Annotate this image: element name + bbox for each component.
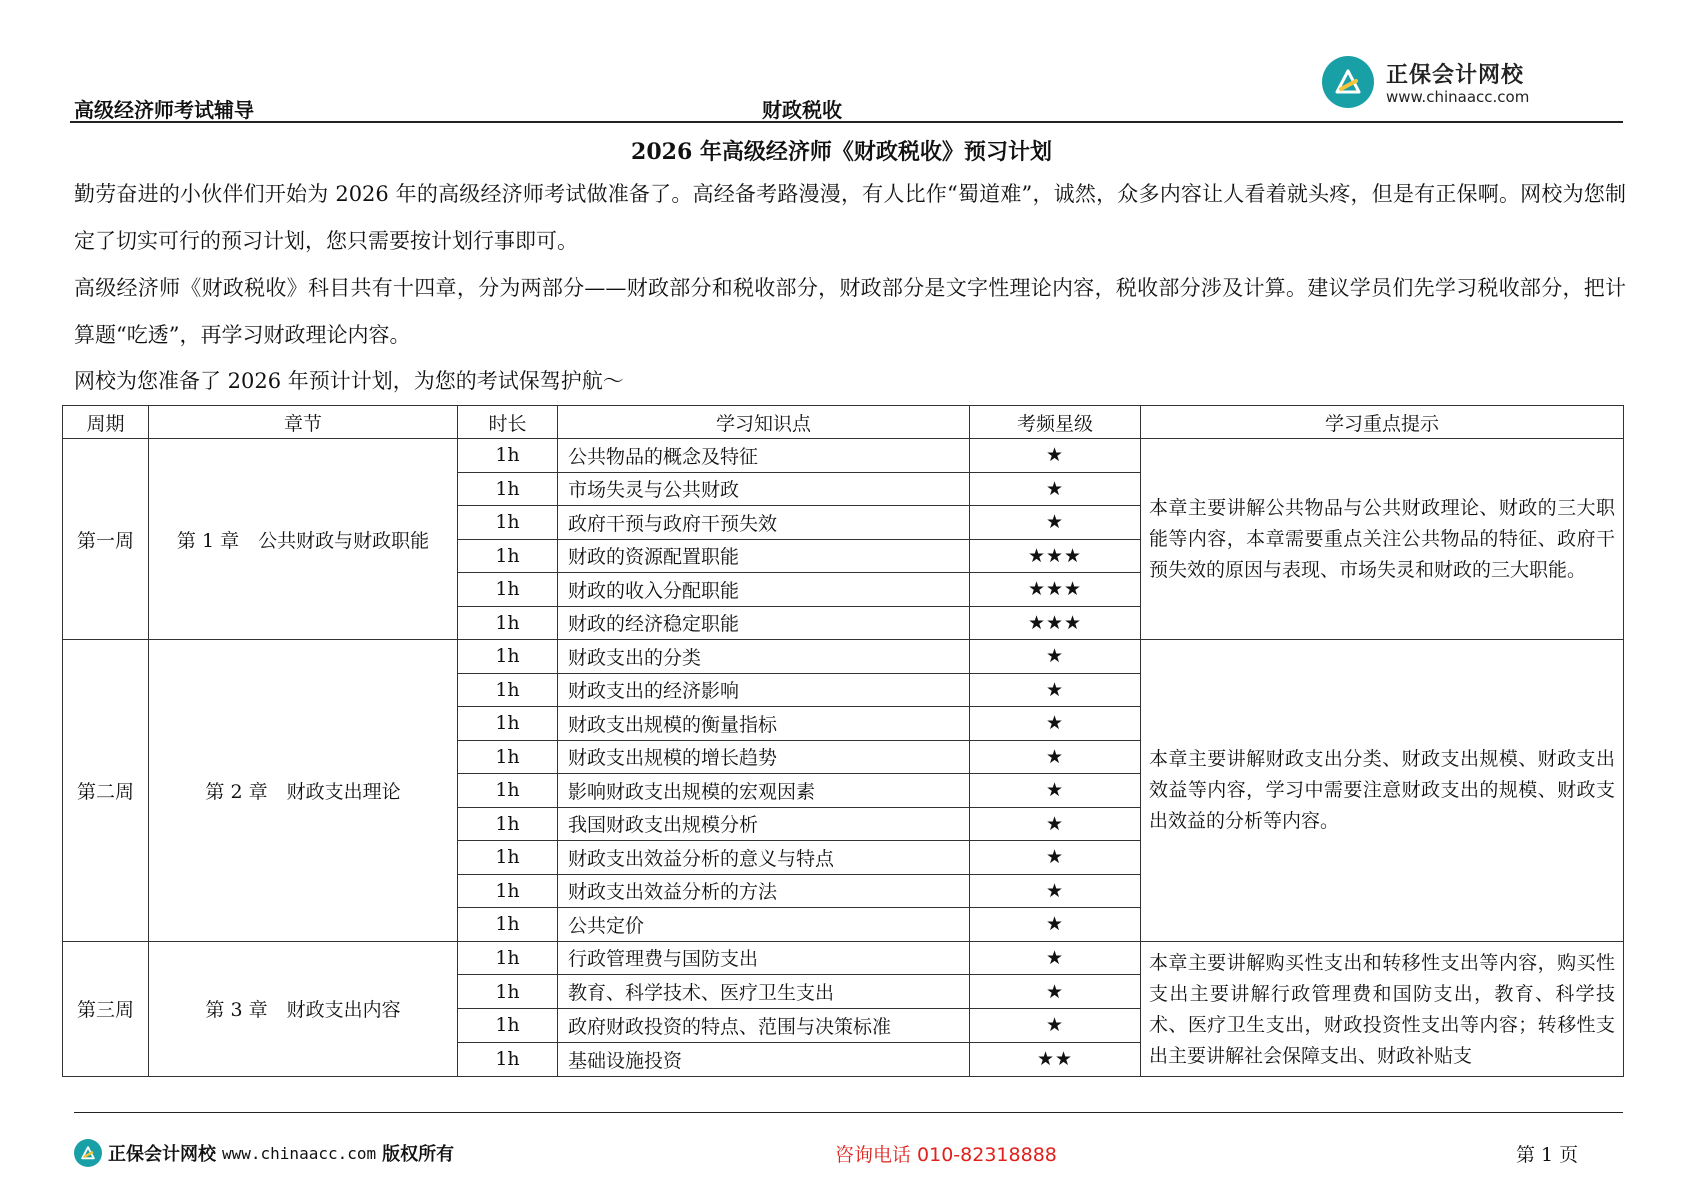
table-row	[63, 439, 1624, 473]
duration-cell: 1h	[458, 941, 558, 975]
duration-cell: 1h	[458, 606, 558, 640]
star-rating: ★	[970, 439, 1141, 473]
footer-divider	[74, 1112, 1623, 1113]
star-rating: ★	[970, 975, 1141, 1009]
page-number: 第 1 页	[1516, 1144, 1579, 1166]
chapter-cell: 第 2 章 财政支出理论	[149, 640, 458, 942]
topic-cell: 我国财政支出规模分析	[558, 807, 970, 841]
topic-cell: 财政支出规模的增长趋势	[558, 740, 970, 774]
duration-cell: 1h	[458, 539, 558, 573]
footer-brand[interactable]	[74, 1138, 454, 1168]
duration-cell: 1h	[458, 673, 558, 707]
logo-url: www.chinaacc.com	[1386, 88, 1530, 106]
topic-cell: 财政支出效益分析的意义与特点	[558, 841, 970, 875]
footer-url[interactable]: www.chinaacc.com	[222, 1143, 377, 1163]
duration-cell: 1h	[458, 640, 558, 674]
topic-cell: 财政支出的经济影响	[558, 673, 970, 707]
document-title: 2026 年高级经济师《财政税收》预习计划	[631, 139, 1052, 165]
notes-cell	[1141, 941, 1624, 1076]
pencil-book-logo-icon	[74, 1139, 102, 1167]
duration-cell: 1h	[458, 439, 558, 473]
footer-copyright: 版权所有	[382, 1144, 455, 1165]
star-rating: ★	[970, 807, 1141, 841]
header-subject: 财政税收	[762, 98, 842, 122]
duration-cell: 1h	[458, 506, 558, 540]
notes-text: 本章主要讲解购买性支出和转移性支出等内容，购买性支出主要讲解行政管理费和国防支出，教育、科学技术、医疗卫生支出，财政投资性支出等内容；转移性支出主要讲解社会保障支出、财政补贴支	[1149, 951, 1615, 1067]
duration-cell: 1h	[458, 841, 558, 875]
topic-cell: 财政的收入分配职能	[558, 573, 970, 607]
star-rating: ★	[970, 1009, 1141, 1043]
topic-cell: 财政的经济稳定职能	[558, 606, 970, 640]
duration-cell: 1h	[458, 908, 558, 942]
table-row	[63, 640, 1624, 674]
table-header-row	[63, 406, 1624, 439]
duration-cell: 1h	[458, 472, 558, 506]
star-rating: ★	[970, 707, 1141, 741]
star-rating: ★	[970, 506, 1141, 540]
header-duration: 时长	[458, 406, 558, 439]
star-rating: ★★★	[970, 606, 1141, 640]
week-cell: 第三周	[63, 941, 149, 1076]
star-rating: ★	[970, 472, 1141, 506]
subject-paragraph: 高级经济师《财政税收》科目共有十四章，分为两部分——财政部分和税收部分，财政部分是文字性理论内容，税收部分涉及计算。建议学员们先学习税收部分，把计算题“吃透”，再学习财政理论内容。	[74, 276, 1626, 347]
footer-phone: 咨询电话 010-82318888	[835, 1144, 1057, 1166]
star-rating: ★	[970, 841, 1141, 875]
duration-cell: 1h	[458, 975, 558, 1009]
topic-cell: 财政支出规模的衡量指标	[558, 707, 970, 741]
duration-cell: 1h	[458, 1009, 558, 1043]
study-plan-table	[62, 405, 1624, 1077]
star-rating: ★	[970, 774, 1141, 808]
duration-cell: 1h	[458, 740, 558, 774]
topic-cell: 政府干预与政府干预失效	[558, 506, 970, 540]
duration-cell: 1h	[458, 874, 558, 908]
logo-name: 正保会计网校	[1386, 63, 1525, 88]
topic-cell: 基础设施投资	[558, 1042, 970, 1076]
star-rating: ★★★	[970, 539, 1141, 573]
header-notes: 学习重点提示	[1141, 406, 1624, 439]
star-rating: ★	[970, 740, 1141, 774]
topic-cell: 财政支出的分类	[558, 640, 970, 674]
pencil-book-logo-icon	[1322, 56, 1374, 108]
duration-cell: 1h	[458, 707, 558, 741]
week-cell: 第二周	[63, 640, 149, 942]
brand-logo[interactable]	[1322, 56, 1572, 112]
week-cell: 第一周	[63, 439, 149, 640]
header-week: 周期	[63, 406, 149, 439]
notes-cell: 本章主要讲解财政支出分类、财政支出规模、财政支出效益等内容，学习中需要注意财政支出的规模、财政支出效益的分析等内容。	[1141, 640, 1624, 942]
table-row	[63, 941, 1624, 975]
topic-cell: 市场失灵与公共财政	[558, 472, 970, 506]
star-rating: ★	[970, 908, 1141, 942]
footer-brand-name: 正保会计网校	[108, 1144, 216, 1165]
header-stars: 考频星级	[970, 406, 1141, 439]
chapter-cell: 第 1 章 公共财政与财政职能	[149, 439, 458, 640]
duration-cell: 1h	[458, 774, 558, 808]
star-rating: ★	[970, 673, 1141, 707]
plan-paragraph: 网校为您准备了 2026 年预计计划，为您的考试保驾护航～	[74, 369, 624, 393]
star-rating: ★★	[970, 1042, 1141, 1076]
header-divider	[70, 121, 1623, 123]
topic-cell: 财政的资源配置职能	[558, 539, 970, 573]
topic-cell: 财政支出效益分析的方法	[558, 874, 970, 908]
topic-cell: 行政管理费与国防支出	[558, 941, 970, 975]
star-rating: ★	[970, 874, 1141, 908]
topic-cell: 教育、科学技术、医疗卫生支出	[558, 975, 970, 1009]
duration-cell: 1h	[458, 1042, 558, 1076]
topic-cell: 影响财政支出规模的宏观因素	[558, 774, 970, 808]
topic-cell: 公共定价	[558, 908, 970, 942]
header-left-title: 高级经济师考试辅导	[74, 98, 254, 122]
topic-cell: 公共物品的概念及特征	[558, 439, 970, 473]
chapter-cell: 第 3 章 财政支出内容	[149, 941, 458, 1076]
topic-cell: 政府财政投资的特点、范围与决策标准	[558, 1009, 970, 1043]
header-chapter: 章节	[149, 406, 458, 439]
intro-paragraph: 勤劳奋进的小伙伴们开始为 2026 年的高级经济师考试做准备了。高经备考路漫漫，有人比作“蜀道难”，诚然，众多内容让人看着就头疼，但是有正保啊。网校为您制定了切实可行的预习计划，您只需要按计划行事即可。	[74, 182, 1626, 253]
header-topic: 学习知识点	[558, 406, 970, 439]
star-rating: ★★★	[970, 573, 1141, 607]
star-rating: ★	[970, 640, 1141, 674]
duration-cell: 1h	[458, 807, 558, 841]
star-rating: ★	[970, 941, 1141, 975]
duration-cell: 1h	[458, 573, 558, 607]
notes-cell: 本章主要讲解公共物品与公共财政理论、财政的三大职能等内容，本章需要重点关注公共物品的特征、政府干预失效的原因与表现、市场失灵和财政的三大职能。	[1141, 439, 1624, 640]
